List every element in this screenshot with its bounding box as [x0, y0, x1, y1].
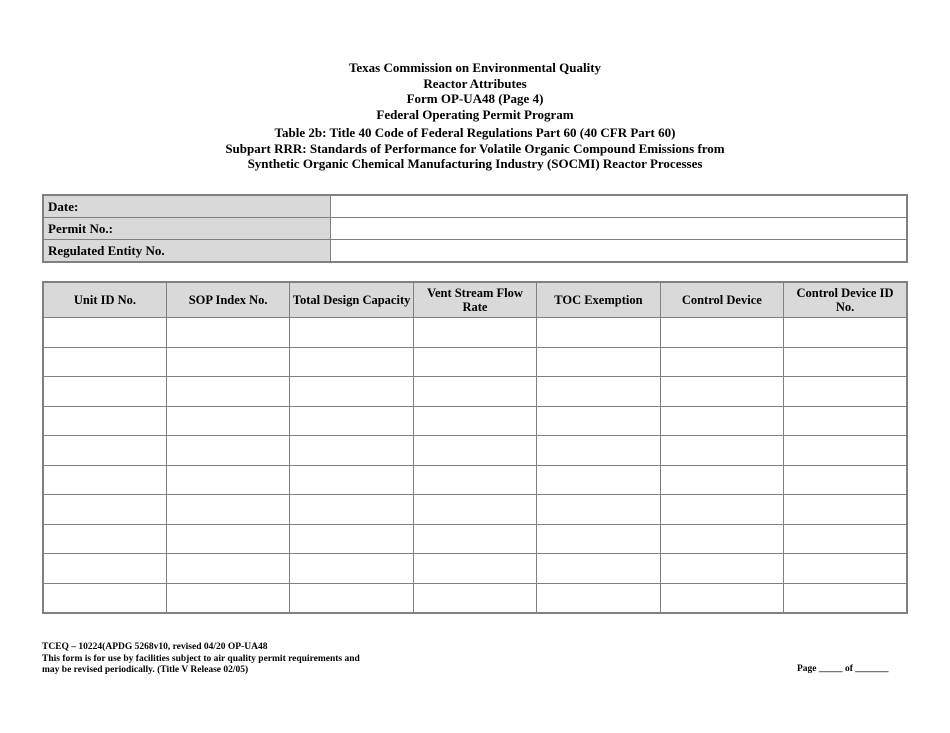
table-cell[interactable]: [537, 318, 660, 348]
col-control-device: Control Device: [660, 282, 783, 318]
table-cell[interactable]: [537, 524, 660, 554]
table-cell[interactable]: [290, 347, 413, 377]
table-cell[interactable]: [290, 318, 413, 348]
table-row: [43, 377, 907, 407]
table-cell[interactable]: [660, 495, 783, 525]
col-toc-exemption: TOC Exemption: [537, 282, 660, 318]
table-cell[interactable]: [166, 318, 289, 348]
table-cell[interactable]: [290, 583, 413, 613]
table-cell[interactable]: [660, 318, 783, 348]
table-cell[interactable]: [537, 436, 660, 466]
table-row: [43, 318, 907, 348]
table-cell[interactable]: [43, 465, 166, 495]
permit-number-field[interactable]: [331, 218, 908, 240]
table-row: [43, 583, 907, 613]
table-cell[interactable]: [660, 554, 783, 584]
table-cell[interactable]: [537, 406, 660, 436]
table-cell[interactable]: [660, 436, 783, 466]
col-control-device-id: Control Device ID No.: [784, 282, 907, 318]
table-cell[interactable]: [43, 495, 166, 525]
regulated-entity-field[interactable]: [331, 240, 908, 263]
table-cell[interactable]: [166, 495, 289, 525]
table-cell[interactable]: [537, 377, 660, 407]
table-row: [43, 554, 907, 584]
col-total-design-capacity: Total Design Capacity: [290, 282, 413, 318]
date-label: Date:: [43, 195, 331, 218]
table-row: [43, 495, 907, 525]
table-cell[interactable]: [537, 554, 660, 584]
table-cell[interactable]: [784, 554, 907, 584]
date-field[interactable]: [331, 195, 908, 218]
table-cell[interactable]: [43, 377, 166, 407]
table-cell[interactable]: [166, 554, 289, 584]
table-cell[interactable]: [43, 406, 166, 436]
table-cell[interactable]: [43, 436, 166, 466]
table-cell[interactable]: [166, 436, 289, 466]
table-cell[interactable]: [660, 524, 783, 554]
table-cell[interactable]: [413, 318, 536, 348]
table-cell[interactable]: [537, 347, 660, 377]
table-cell[interactable]: [166, 465, 289, 495]
form-name: Reactor Attributes: [423, 75, 527, 91]
table-cell[interactable]: [413, 465, 536, 495]
table-cell[interactable]: [660, 377, 783, 407]
regulated-entity-label: Regulated Entity No.: [43, 240, 331, 263]
page-number: Page _____ of _______: [797, 664, 889, 674]
table-row: [43, 524, 907, 554]
table-cell[interactable]: [43, 554, 166, 584]
table-cell[interactable]: [413, 347, 536, 377]
table-cell[interactable]: [784, 377, 907, 407]
table-cell[interactable]: [166, 406, 289, 436]
table-cell[interactable]: [413, 436, 536, 466]
table-cell[interactable]: [784, 465, 907, 495]
col-unit-id: Unit ID No.: [43, 282, 166, 318]
table-cell[interactable]: [290, 436, 413, 466]
table-cell[interactable]: [166, 524, 289, 554]
col-vent-stream-flow-rate: Vent Stream Flow Rate: [413, 282, 536, 318]
table-cell[interactable]: [660, 583, 783, 613]
table-cell[interactable]: [43, 524, 166, 554]
agency-name: Texas Commission on Environmental Quality: [348, 60, 602, 75]
table-cell[interactable]: [784, 583, 907, 613]
table-cell[interactable]: [166, 377, 289, 407]
table-title-line-3: Synthetic Organic Chemical Manufacturing Industry (SOCMI) Reactor Processes: [247, 156, 703, 171]
footer-form-id: TCEQ – 10224(APDG 5268v10, revised 04/20 OP-UA48: [42, 642, 268, 652]
table-cell[interactable]: [784, 495, 907, 525]
table-row: [43, 465, 907, 495]
identification-table: [42, 194, 908, 263]
table-row: [43, 406, 907, 436]
table-cell[interactable]: [290, 377, 413, 407]
table-cell[interactable]: [43, 347, 166, 377]
table-cell[interactable]: [413, 495, 536, 525]
table-cell[interactable]: [290, 406, 413, 436]
table-title-line-1: Table 2b: Title 40 Code of Federal Regulations Part 60 (40 CFR Part 60): [274, 125, 676, 140]
table-cell[interactable]: [784, 406, 907, 436]
footer-note-2: may be revised periodically. (Title V Release 02/05): [42, 665, 249, 675]
table-cell[interactable]: [166, 347, 289, 377]
table-cell[interactable]: [784, 436, 907, 466]
table-cell[interactable]: [660, 347, 783, 377]
table-row: [43, 436, 907, 466]
table-cell[interactable]: [660, 406, 783, 436]
table-cell[interactable]: [413, 554, 536, 584]
table-cell[interactable]: [413, 406, 536, 436]
table-cell[interactable]: [537, 495, 660, 525]
table-cell[interactable]: [413, 583, 536, 613]
table-cell[interactable]: [413, 377, 536, 407]
reactor-attributes-table: [42, 281, 908, 614]
footer-note-1: This form is for use by facilities subject to air quality permit requirements and: [42, 653, 360, 664]
form-header: [0, 60, 950, 172]
table-cell[interactable]: [537, 583, 660, 613]
table-cell[interactable]: [784, 524, 907, 554]
table-cell[interactable]: [784, 347, 907, 377]
table-cell[interactable]: [290, 465, 413, 495]
permit-number-label: Permit No.:: [43, 218, 331, 240]
table-cell[interactable]: [537, 465, 660, 495]
table-row: [43, 347, 907, 377]
table-cell[interactable]: [290, 524, 413, 554]
form-footer: [42, 642, 360, 677]
table-cell[interactable]: [413, 524, 536, 554]
table-cell[interactable]: [43, 583, 166, 613]
table-cell[interactable]: [784, 318, 907, 348]
table-title-line-2: Subpart RRR: Standards of Performance for Volatile Organic Compound Emissions from: [225, 140, 725, 156]
table-cell[interactable]: [43, 318, 166, 348]
col-sop-index: SOP Index No.: [166, 282, 289, 318]
table-cell[interactable]: [660, 465, 783, 495]
table-cell[interactable]: [290, 554, 413, 584]
table-cell[interactable]: [166, 583, 289, 613]
table-cell[interactable]: [290, 495, 413, 525]
program-name: Federal Operating Permit Program: [376, 106, 574, 122]
form-number: Form OP-UA48 (Page 4): [406, 91, 544, 106]
